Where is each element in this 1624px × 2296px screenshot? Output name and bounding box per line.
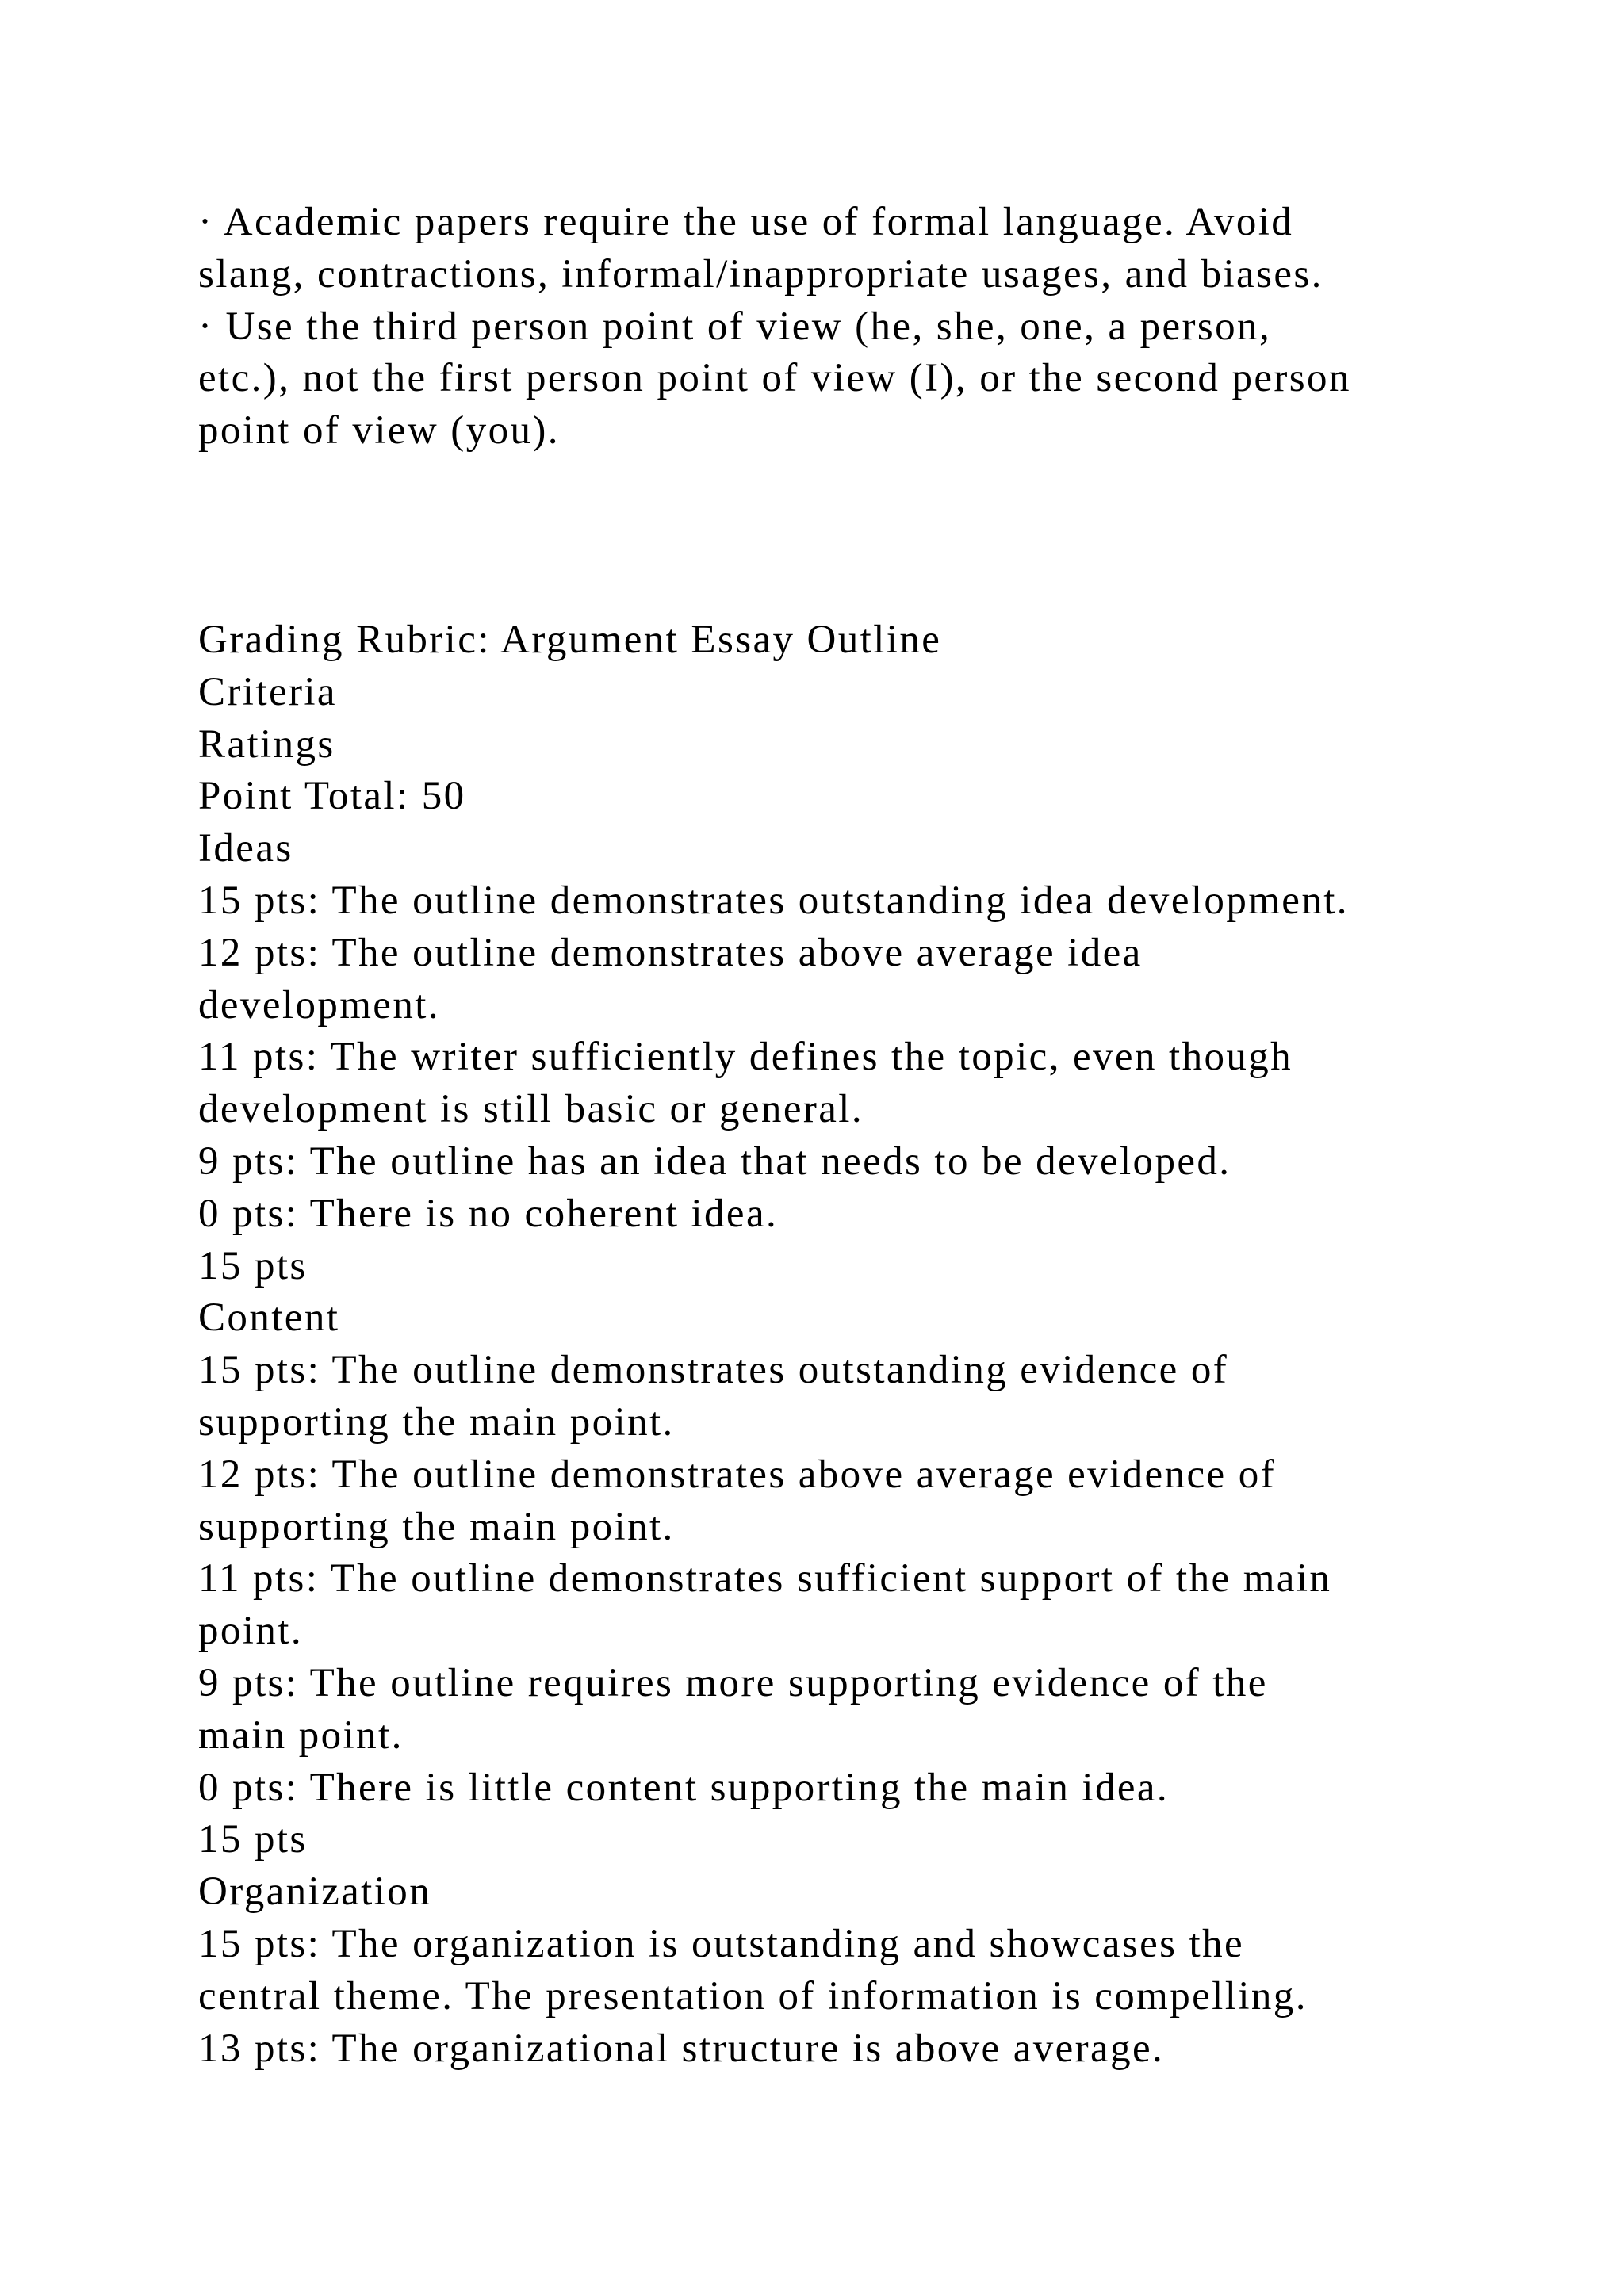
rating-line: 0 pts: There is little content supporting the main idea.: [198, 1765, 1170, 1810]
rating-line: 15 pts: The outline demonstrates outstanding evidence of: [198, 1348, 1229, 1393]
criterion-name-organization: Organization: [198, 1869, 432, 1915]
rating-line: 0 pts: There is no coherent idea.: [198, 1191, 779, 1236]
guideline-line: point of view (you).: [198, 408, 560, 453]
rating-line: supporting the main point.: [198, 1504, 675, 1549]
criterion-points-content: 15 pts: [198, 1817, 308, 1862]
writing-guidelines: [198, 197, 1546, 457]
criterion-points-ideas: 15 pts: [198, 1243, 308, 1288]
rating-line: 13 pts: The organizational structure is above average.: [198, 2026, 1165, 2071]
rating-line: 11 pts: The outline demonstrates sufficient support of the main: [198, 1556, 1332, 1601]
grading-rubric: [198, 614, 1546, 2075]
point-total: Point Total: 50: [198, 774, 466, 819]
rating-line: central theme. The presentation of information is compelling.: [198, 1973, 1308, 2019]
rating-line: 11 pts: The writer sufficiently defines the topic, even though: [198, 1035, 1293, 1080]
ratings-header: Ratings: [198, 721, 335, 767]
criterion-name-content: Content: [198, 1295, 340, 1341]
guideline-line: etc.), not the first person point of view (I), or the second person: [198, 356, 1351, 401]
criteria-header: Criteria: [198, 669, 337, 714]
rating-line: 12 pts: The outline demonstrates above average idea: [198, 930, 1143, 975]
rating-line: 9 pts: The outline has an idea that needs to be developed.: [198, 1138, 1231, 1184]
rating-line: supporting the main point.: [198, 1399, 675, 1445]
criterion-name-ideas: Ideas: [198, 826, 293, 871]
rating-line: 9 pts: The outline requires more supporting evidence of the: [198, 1660, 1268, 1705]
rating-line: development is still basic or general.: [198, 1087, 864, 1132]
rating-line: point.: [198, 1609, 303, 1654]
rating-line: 15 pts: The outline demonstrates outstanding idea development.: [198, 878, 1349, 923]
rubric-title: Grading Rubric: Argument Essay Outline: [198, 618, 942, 662]
rating-line: development.: [198, 982, 440, 1027]
guideline-line: · Academic papers require the use of formal language. Avoid: [198, 200, 1294, 244]
rating-line: 12 pts: The outline demonstrates above average evidence of: [198, 1452, 1276, 1497]
rating-line: main point.: [198, 1712, 404, 1758]
rating-line: 15 pts: The organization is outstanding and showcases the: [198, 1921, 1245, 1966]
guideline-line: · Use the third person point of view (he, she, one, a person,: [198, 304, 1272, 349]
guideline-line: slang, contractions, informal/inappropriate usages, and biases.: [198, 251, 1323, 297]
